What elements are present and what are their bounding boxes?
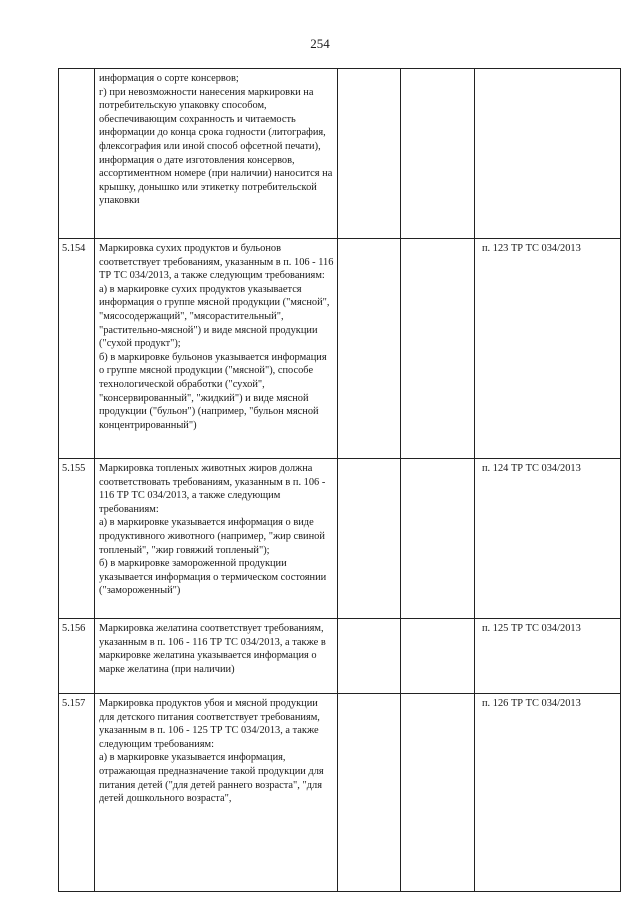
empty-cell	[401, 694, 475, 892]
empty-cell	[338, 619, 401, 694]
empty-cell	[338, 69, 401, 239]
page-number: 254	[310, 36, 330, 51]
table-row	[59, 69, 621, 239]
requirements-table	[58, 68, 621, 892]
table-row	[59, 459, 621, 619]
empty-cell	[338, 694, 401, 892]
requirement-text: Маркировка сухих продуктов и бульонов соответствует требованиям, указанным в п. 106 - 116 ТР ТС 034/2013, а также следующим требованиям: а) в маркировке сухих продуктов указывается информация о группе мясной продукции ("мясной", "мясосодержащий", "мясорастительный", "растительно-мясной") и виде мясной продукции ("сухой продукт"); б) в маркировке бульонов указывается информация о группе мясной продукции ("мясной"), способе технологической обработки ("сухой", "консервированный", "жидкий") и виде мясной продукции ("бульон") (например, "бульон мясной концентрированный")	[95, 239, 338, 459]
reference-cell: п. 125 ТР ТС 034/2013	[475, 619, 621, 694]
empty-cell	[401, 619, 475, 694]
reference-cell	[475, 69, 621, 239]
requirement-text: Маркировка желатина соответствует требованиям, указанным в п. 106 - 116 ТР ТС 034/2013, а также в маркировке желатина указывается информация о марке желатина (при наличии)	[95, 619, 338, 694]
empty-cell	[401, 69, 475, 239]
table-row	[59, 619, 621, 694]
empty-cell	[338, 459, 401, 619]
item-number: 5.156	[59, 619, 95, 694]
item-number: 5.155	[59, 459, 95, 619]
item-number: 5.154	[59, 239, 95, 459]
item-number: 5.157	[59, 694, 95, 892]
requirement-text: Маркировка продуктов убоя и мясной продукции для детского питания соответствует требованиям, указанным в п. 106 - 125 ТР ТС 034/2013, а также следующим требованиям: а) в маркировке указывается информация, отражающая предназначение такой продукции для питания детей ("для детей раннего возраста", "для детей дошкольного возраста",	[95, 694, 338, 892]
reference-cell: п. 124 ТР ТС 034/2013	[475, 459, 621, 619]
empty-cell	[338, 239, 401, 459]
table-row	[59, 239, 621, 459]
reference-cell: п. 123 ТР ТС 034/2013	[475, 239, 621, 459]
reference-cell: п. 126 ТР ТС 034/2013	[475, 694, 621, 892]
requirement-text: Маркировка топленых животных жиров должна соответствовать требованиям, указанным в п. 106 - 116 ТР ТС 034/2013, а также следующим требованиям: а) в маркировке указывается информация о виде продуктивного животного (например, "жир свиной топленый", "жир говяжий топленый"); б) в маркировке замороженной продукции указывается информация о термическом состоянии ("замороженный")	[95, 459, 338, 619]
empty-cell	[401, 239, 475, 459]
empty-cell	[401, 459, 475, 619]
table-row	[59, 694, 621, 892]
requirement-text: информация о сорте консервов; г) при невозможности нанесения маркировки на потребительскую упаковку способом, обеспечивающим сохранность и читаемость информации до конца срока годности (литография, флексография или иной способ офсетной печати), информация о дате изготовления консервов, ассортиментном номере (при наличии) наносится на крышку, донышко или этикетку потребительской упаковки	[95, 69, 338, 239]
item-number	[59, 69, 95, 239]
